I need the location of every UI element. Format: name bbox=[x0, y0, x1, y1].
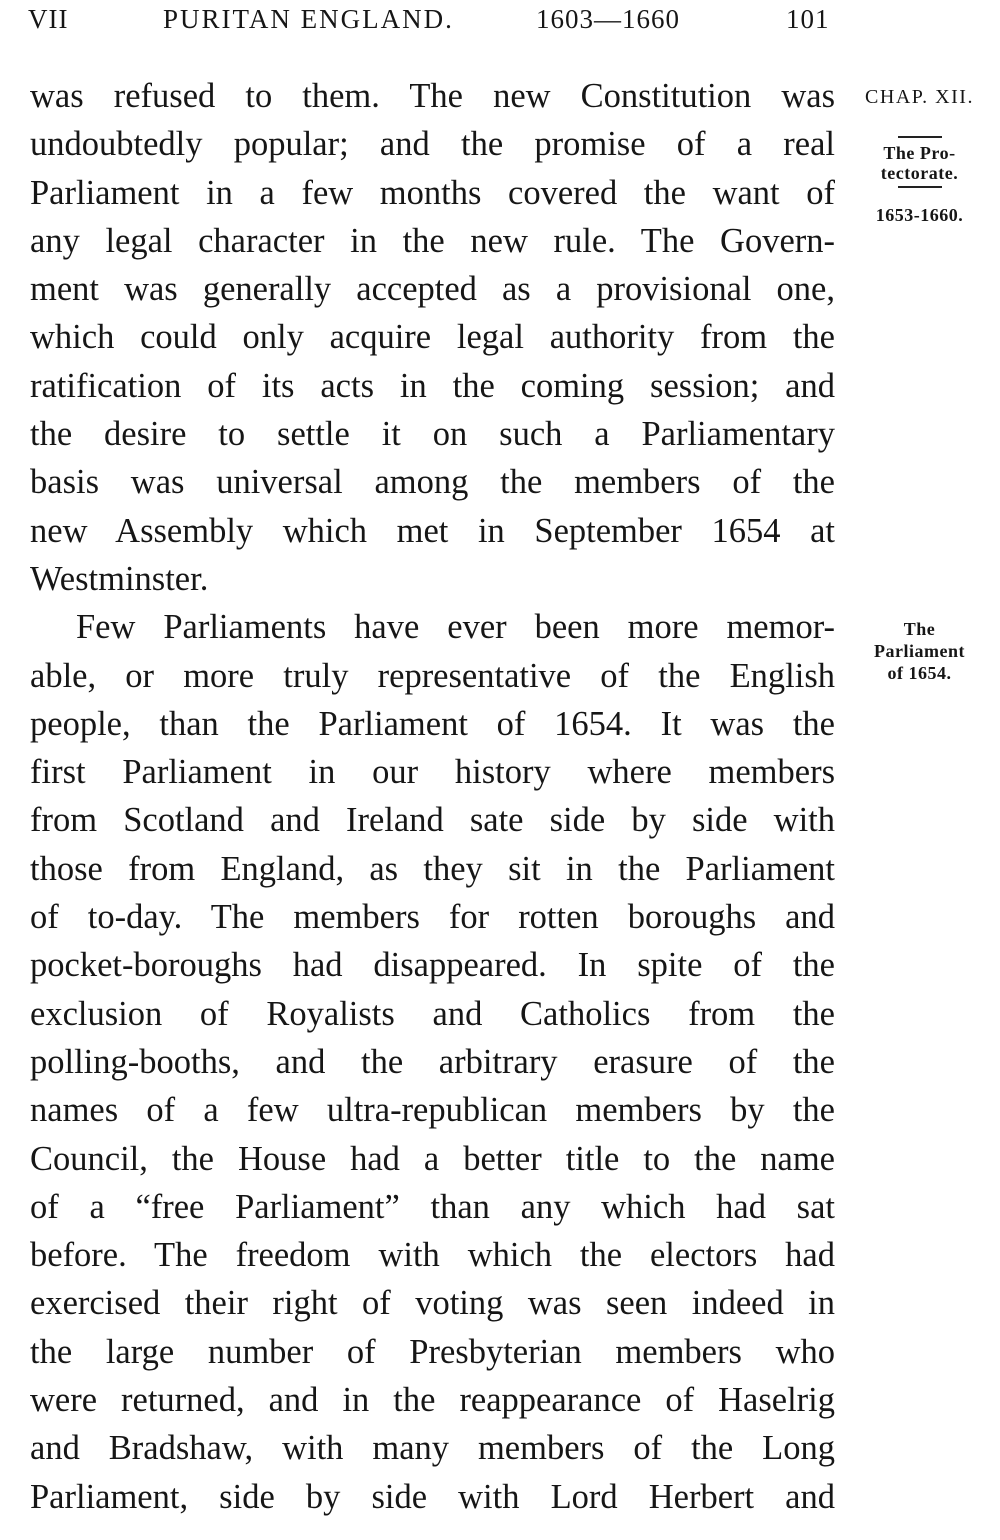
paragraph bbox=[30, 72, 835, 555]
page-number: 101 bbox=[786, 4, 830, 34]
text-line: new Assembly which met in September 1654 at bbox=[30, 511, 835, 550]
text-line: Few Parliaments have ever been more memor- bbox=[76, 608, 835, 647]
text-line: exercised their right of voting was seen indeed in bbox=[30, 1284, 835, 1323]
margin-section-line: tectorate. bbox=[880, 163, 959, 183]
text-line: the large number of Presbyterian members who bbox=[30, 1332, 835, 1371]
margin-years-label: 1653-1660. bbox=[875, 205, 964, 225]
margin-chapter-label: CHAP. XII. bbox=[865, 86, 974, 108]
text-line: from Scotland and Ireland sate side by side with bbox=[30, 801, 835, 840]
margin-note-chapter bbox=[852, 86, 987, 108]
rule-divider bbox=[898, 136, 942, 138]
paragraph-last-line bbox=[30, 555, 835, 603]
text-line: before. The freedom with which the electors had bbox=[30, 1236, 835, 1275]
text-line: which could only acquire legal authority from the bbox=[30, 318, 835, 357]
text-line: names of a few ultra-republican members by the bbox=[30, 1091, 835, 1130]
text-line: of to-day. The members for rotten boroughs and bbox=[30, 898, 835, 937]
text-line: and Bradshaw, with many members of the Long bbox=[30, 1429, 835, 1468]
text-line: Parliament in a few months covered the want of bbox=[30, 173, 835, 212]
running-head-chapter: VII bbox=[28, 4, 69, 34]
margin-section-line: The Pro- bbox=[883, 143, 956, 163]
text-line: Council, the House had a better title to the name bbox=[30, 1139, 835, 1178]
running-head-years: 1603—1660 bbox=[536, 4, 680, 34]
text-line: Parliament, side by side with Lord Herbert and bbox=[30, 1477, 835, 1516]
text-line: of a “free Parliament” than any which had sat bbox=[30, 1187, 835, 1226]
text-line: ment was generally accepted as a provisional one, bbox=[30, 270, 835, 309]
margin-note-years bbox=[852, 204, 987, 226]
text-line: was refused to them. The new Constitution was bbox=[30, 77, 835, 115]
text-line: people, than the Parliament of 1654. It was the bbox=[30, 704, 835, 743]
paragraph bbox=[30, 603, 835, 1521]
body-text bbox=[30, 72, 835, 1521]
margin-parliament-line: Parliament bbox=[874, 641, 965, 661]
margin-note-parliament bbox=[852, 618, 987, 684]
running-head bbox=[28, 4, 838, 38]
text-line: were returned, and in the reappearance of Haselrig bbox=[30, 1381, 835, 1420]
text-line: exclusion of Royalists and Catholics from the bbox=[30, 994, 835, 1033]
text-line: polling-booths, and the arbitrary erasure of the bbox=[30, 1042, 835, 1081]
text-line: undoubtedly popular; and the promise of a real bbox=[30, 125, 835, 164]
margin-note-section bbox=[852, 133, 987, 193]
text-line: pocket-boroughs had disappeared. In spite of the bbox=[30, 946, 835, 985]
rule-divider bbox=[898, 186, 942, 188]
text-line: ratification of its acts in the coming session; and bbox=[30, 366, 835, 405]
text-line: first Parliament in our history where members bbox=[30, 753, 835, 792]
text-line: basis was universal among the members of the bbox=[30, 463, 835, 502]
margin-parliament-line: of 1654. bbox=[887, 663, 952, 683]
text-line: any legal character in the new rule. The Govern- bbox=[30, 221, 835, 260]
running-head-title: PURITAN ENGLAND. bbox=[163, 4, 454, 34]
text-line: Westminster. bbox=[30, 559, 209, 598]
margin-parliament-line: The bbox=[903, 619, 936, 639]
text-line: those from England, as they sit in the Parliament bbox=[30, 849, 835, 888]
text-line: able, or more truly representative of the English bbox=[30, 656, 835, 695]
text-line: the desire to settle it on such a Parliamentary bbox=[30, 415, 835, 454]
